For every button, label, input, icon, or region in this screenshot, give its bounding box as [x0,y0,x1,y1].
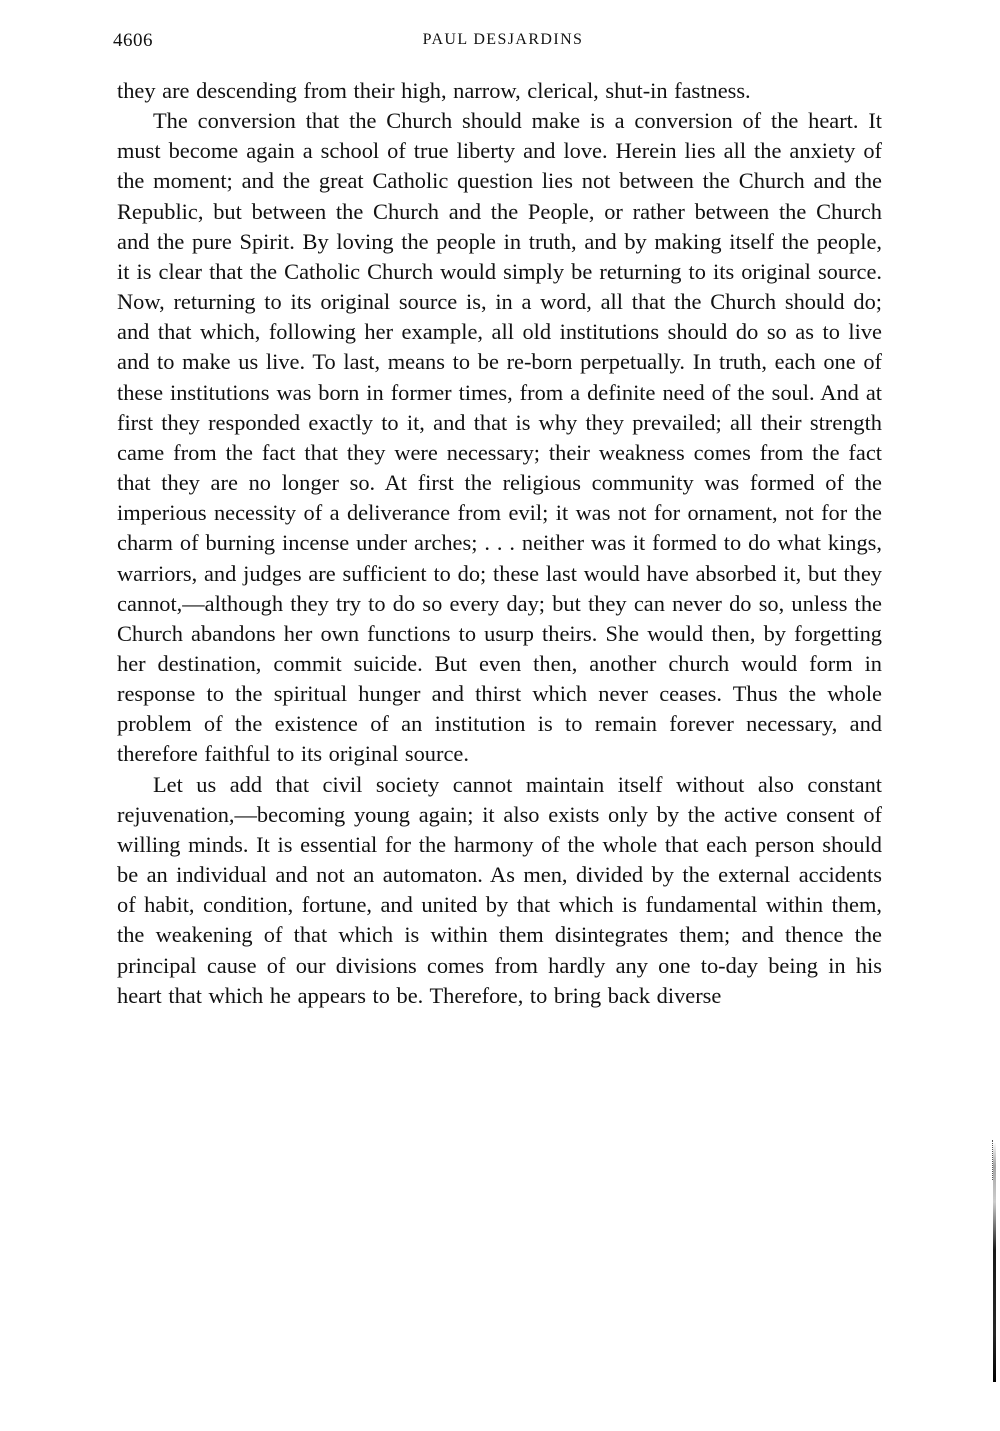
running-head: PAUL DESJARDINS [422,31,584,48]
paragraph-continued: they are descending from their high, narrow, clerical, shut-in fastness. [117,78,751,103]
paragraph-civil-society: Let us add that civil society cannot maintain itself without also constant rejuvenation,—becoming young again; it also exists only by the active consent of willing minds. It is essential for the harmony of the whole that each person should be an individual and not an automaton. As men, divided by the external accidents of habit, condition, fortune, and united by that which is fundamental within them, the weakening of that which is within them disintegrates them; and thence the principal cause of our divisions comes from hardly any one to-day being in his heart that which he appears to be. Therefore, to bring back diverse [117,771,882,1008]
page-number: 4606 [113,30,153,51]
paragraph-conversion: The conversion that the Church should make is a conversion of the heart. It must become again a school of true liberty and love. Herein lies all the anxiety of the moment; and the great Catholic question lies not between the Church and the Republic, but between the Church and the People, or rather between the Church and the pure Spirit. By loving the people in truth, and by making itself the people, it is clear that the Catholic Church would simply be returning to its original source. Now, returning to its original source is, in a word, all that the Church should do; and that which, following her example, all old institutions should do so as to live and to make us live. To last, means to be re-born perpetually. In truth, each one of these institutions was born in former times, from a definite need of the soul. And at first they responded exactly to it, and that is why they prevailed; all their strength came from the fact that they were necessary; their weakness comes from the fact that they are no longer so. At first the religious community was formed of the imperious necessity of a deliverance from evil; it was not for ornament, not for the charm of burning incense under arches; . . . neither was it formed to do what kings, warriors, and judges are sufficient to do; these last would have absorbed it, but they cannot,—although they try to do so every day; but they can never do so, unless the Church abandons her own functions to usurp theirs. She would then, by forgetting her destination, commit suicide. But even then, another church would form in response to the spiritual hunger and thirst which never ceases. Thus the whole problem of the existence of an institution is to remain forever necessary, and therefore faithful to its original source. [117,108,882,767]
body-text [117,76,882,1011]
page-header [113,30,883,56]
scan-artifact-line [993,1142,996,1382]
